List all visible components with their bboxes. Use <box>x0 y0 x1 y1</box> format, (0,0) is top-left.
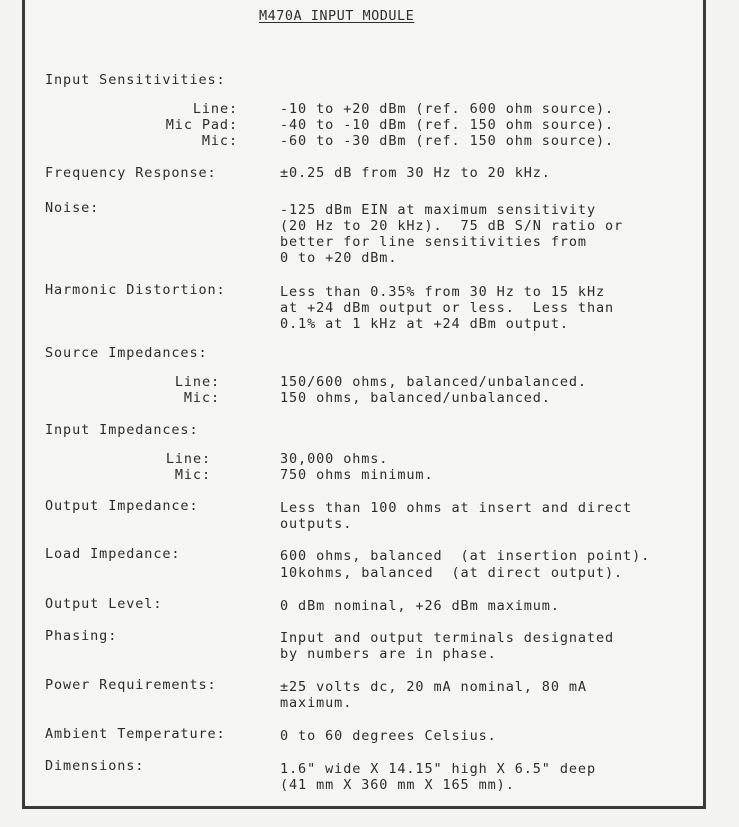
harmonic-distortion-label: Harmonic Distortion: <box>45 282 226 298</box>
phasing-line: Input and output terminals designated <box>280 630 615 646</box>
noise-line: better for line sensitivities from <box>280 234 587 250</box>
dimensions-line: (41 mm X 360 mm X 165 mm). <box>280 777 515 793</box>
source-line-value: 150/600 ohms, balanced/unbalanced. <box>280 374 587 390</box>
noise-line: -125 dBm EIN at maximum sensitivity <box>280 202 596 218</box>
noise-line: 0 to +20 dBm. <box>280 250 398 266</box>
load-impedance-label: Load Impedance: <box>45 546 181 562</box>
output-level-value: 0 dBm nominal, +26 dBm maximum. <box>280 598 560 614</box>
source-mic-value: 150 ohms, balanced/unbalanced. <box>280 390 551 406</box>
input-imp-mic-value: 750 ohms minimum. <box>280 467 434 483</box>
ambient-temperature-value: 0 to 60 degrees Celsius. <box>280 728 497 744</box>
ambient-temperature-label: Ambient Temperature: <box>45 726 226 742</box>
noise-label: Noise: <box>45 200 100 216</box>
sensitivity-mic-pad-value: -40 to -10 dBm (ref. 150 ohm source). <box>280 117 615 133</box>
input-impedances-label: Input Impedances: <box>45 422 199 438</box>
power-requirements-label: Power Requirements: <box>45 677 217 693</box>
output-impedance-line: outputs. <box>280 516 353 532</box>
frequency-response-label: Frequency Response: <box>45 165 217 181</box>
sensitivity-mic-value: -60 to -30 dBm (ref. 150 ohm source). <box>280 133 615 149</box>
page: M470A INPUT MODULE Input Sensitivities: Line: -10 to +20 dBm (ref. 600 ohm source). Mic Pad: -40 to -10 dBm (ref. 150 ohm source). Mic: -60 to -30 dBm (ref. 150 ohm source). Frequency Response: ±0.25 dB from 30 Hz to 20 kHz. Noise: -125 dBm EIN at maximum sensitivity (20 Hz to 20 kHz). 75 dB S/N ratio or better for line sensitivities from 0 to +20 dBm. Harmonic Distortion: Less than 0.35% from 30 Hz to 15 kHz at +24 dBm output or less. Less than 0.1% at 1 kHz at +24 dBm output. Source Impedances: Line: 150/600 ohms, balanced/unbalanced. Mic: 150 ohms, balanced/unbalanced. Input Impedances: Line: 30,000 ohms. Mic: 750 ohms minimum. Output Impedance: Less than 100 ohms at insert and direct outputs. Load Impedance: 600 ohms, balanced (at insertion point). 10kohms, balanced (at direct output). Output Level: 0 dBm nominal, +26 dBm maximum. Phasing: Input and output terminals designated by numbers are in phase. Power Requirements: ±25 volts dc, 20 mA nominal, 80 mA maximum. Ambient Temperature: 0 to 60 degrees Celsius. Dimensions: 1.6" wide X 14.15" high X 6.5" deep (41 mm X 360 mm X 165 mm). <box>0 0 739 827</box>
phasing-line: by numbers are in phase. <box>280 646 497 662</box>
sensitivity-line-value: -10 to +20 dBm (ref. 600 ohm source). <box>280 101 615 117</box>
source-impedances-label: Source Impedances: <box>45 345 208 361</box>
dimensions-label: Dimensions: <box>45 758 145 774</box>
input-imp-line-value: 30,000 ohms. <box>280 451 389 467</box>
phasing-label: Phasing: <box>45 628 118 644</box>
harmonic-distortion-line: Less than 0.35% from 30 Hz to 15 kHz <box>280 284 605 300</box>
load-impedance-line: 10kohms, balanced (at direct output). <box>280 565 624 581</box>
page-title: M470A INPUT MODULE <box>259 8 415 24</box>
output-impedance-label: Output Impedance: <box>45 498 199 514</box>
dimensions-line: 1.6" wide X 14.15" high X 6.5" deep <box>280 761 596 777</box>
frequency-response-value: ±0.25 dB from 30 Hz to 20 kHz. <box>280 165 551 181</box>
output-impedance-line: Less than 100 ohms at insert and direct <box>280 500 633 516</box>
input-sensitivities-label: Input Sensitivities: <box>45 72 226 88</box>
noise-line: (20 Hz to 20 kHz). 75 dB S/N ratio or <box>280 218 624 234</box>
harmonic-distortion-line: 0.1% at 1 kHz at +24 dBm output. <box>280 316 569 332</box>
load-impedance-line: 600 ohms, balanced (at insertion point). <box>280 548 651 564</box>
output-level-label: Output Level: <box>45 596 163 612</box>
power-requirements-line: ±25 volts dc, 20 mA nominal, 80 mA <box>280 679 587 695</box>
power-requirements-line: maximum. <box>280 695 353 711</box>
harmonic-distortion-line: at +24 dBm output or less. Less than <box>280 300 615 316</box>
